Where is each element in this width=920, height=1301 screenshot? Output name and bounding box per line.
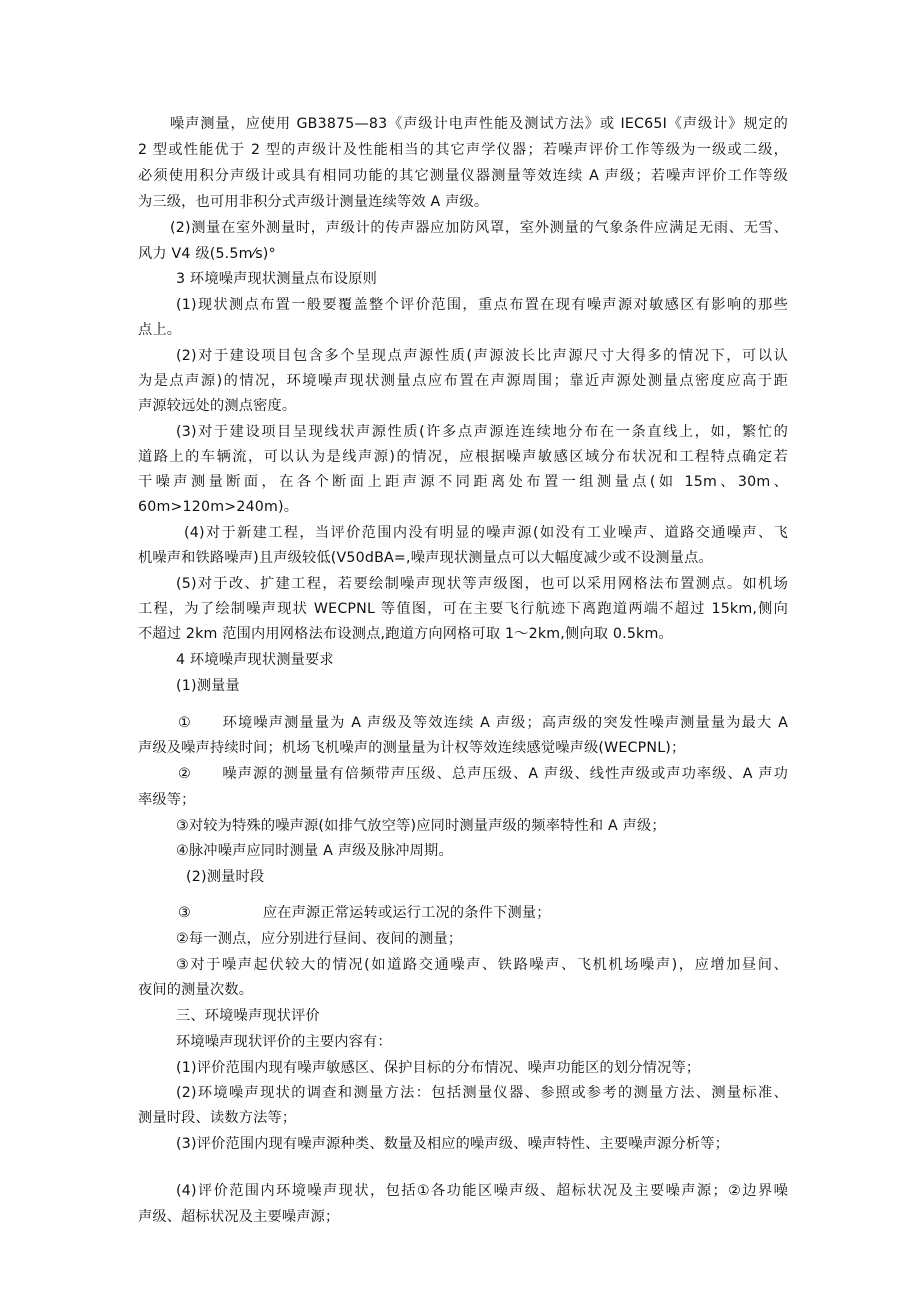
paragraph-line: (3)对于建设项目呈现线状声源性质(许多点声源连连续地分布在一条直线上，如，繁忙的 [176, 424, 788, 440]
paragraph-line: 工程，为了绘制噪声现状 WECPNL 等值图，可在主要飞行航迹下离跑道两端不超过 15km,侧向 [138, 601, 788, 617]
paragraph-line: 道路上的车辆流，可以认为是线声源)的情况，应根据噪声敏感区域分布状况和工程特点确定若 [138, 449, 788, 465]
paragraph-line: (4)对于新建工程，当评价范围内没有明显的噪声源(如没有工业噪声、道路交通噪声、飞 [184, 525, 788, 541]
paragraph-line: (5)对于改、扩建工程，若要绘制噪声现状等声级图，也可以采用网格法布置测点。如机场 [176, 576, 788, 592]
paragraph-line: 点上。 [138, 322, 182, 338]
paragraph-line: 必须使用积分声级计或具有相同功能的其它测量仪器测量等效连续 A 声级；若噪声评价工作等级 [138, 168, 788, 184]
subsection-heading: (1)测量量 [176, 678, 240, 694]
paragraph-line: 不超过 2km 范围内用网格法布设测点,跑道方向网格可取 1～2km,侧向取 0.5km。 [138, 626, 673, 642]
paragraph-line: (2)对于建设项目包含多个呈现点声源性质(声源波长比声源尺寸大得多的情况下，可以认 [176, 348, 788, 364]
paragraph-line: ① 环境噪声测量量为 A 声级及等效连续 A 声级；高声级的突发性噪声测量量为最大 A [178, 715, 788, 731]
paragraph-line: (4)评价范围内环境噪声现状，包括①各功能区噪声级、超标状况及主要噪声源；②边界噪 [176, 1183, 788, 1199]
paragraph-line: ③ 应在声源正常运转或运行工况的条件下测量； [178, 905, 551, 921]
paragraph-line: 率级等； [138, 792, 196, 808]
paragraph-line: 机噪声和铁路噪声)且声级较低(V50dBA=,噪声现状测量点可以大幅度减少或不设测量点。 [138, 550, 713, 566]
section-heading: 三、环境噪声现状评价 [176, 1008, 320, 1024]
paragraph-line: 60m>120m>240m)。 [138, 499, 299, 515]
paragraph-line: 为是点声源)的情况，环境噪声现状测量点应布置在声源周围；靠近声源处测量点密度应高于距 [138, 373, 788, 389]
section-heading: 4 环境噪声现状测量要求 [176, 652, 334, 668]
paragraph-line: 声级及噪声持续时间；机场飞机噪声的测量量为计权等效连续感觉噪声级(WECPNL)； [138, 740, 686, 756]
paragraph-line: (2)测量在室外测量时，声级计的传声器应加防风罩，室外测量的气象条件应满足无雨、无雪、 [170, 220, 788, 236]
paragraph-line: (2)环境噪声现状的调查和测量方法：包括测量仪器、参照或参考的测量方法、测量标准、 [176, 1085, 788, 1101]
paragraph-line: 2 型或性能优于 2 型的声级计及性能相当的其它声学仪器；若噪声评价工作等级为一级或二级， [138, 142, 788, 158]
paragraph-line: 测量时段、读数方法等； [138, 1110, 297, 1126]
paragraph-line: 为三级，也可用非积分式声级计测量连续等效 A 声级。 [138, 194, 489, 210]
paragraph-line: 风力 V4 级(5.5m⁄s)° [138, 246, 276, 262]
paragraph-line: 干噪声测量断面，在各个断面上距声源不同距离处布置一组测量点(如 15m、30m、 [138, 474, 788, 490]
paragraph-line: (1)现状测点布置一般要覆盖整个评价范围，重点布置在现有噪声源对敏感区有影响的那些 [176, 297, 788, 313]
paragraph-line: 噪声测量，应使用 GB3875—83《声级计电声性能及测试方法》或 IEC65I《声级计》规定的 [170, 116, 788, 132]
paragraph-line: ②每一测点，应分别进行昼间、夜间的测量； [176, 931, 463, 947]
paragraph-line: ② 噪声源的测量量有倍频带声压级、总声压级、A 声级、线性声级或声功率级、A 声功 [178, 766, 788, 782]
paragraph-line: (3)评价范围内现有噪声源种类、数量及相应的噪声级、噪声特性、主要噪声源分析等； [176, 1136, 730, 1152]
paragraph-line: (1)评价范围内现有噪声敏感区、保护目标的分布情况、噪声功能区的划分情况等； [176, 1060, 701, 1076]
section-heading: 3 环境噪声现状测量点布设原则 [176, 271, 377, 287]
paragraph-line: 声级、超标状况及主要噪声源； [138, 1209, 340, 1225]
paragraph-line: ③对于噪声起伏较大的情况(如道路交通噪声、铁路噪声、飞机机场噪声)，应增加昼间、 [176, 957, 788, 973]
paragraph-line: ④脉冲噪声应同时测量 A 声级及脉冲周期。 [176, 843, 453, 859]
paragraph-line: ③对较为特殊的噪声源(如排气放空等)应同时测量声级的频率特性和 A 声级； [176, 818, 666, 834]
paragraph-line: 夜间的测量次数。 [138, 982, 254, 998]
paragraph-line: 声源较远处的测点密度。 [138, 398, 297, 414]
paragraph-line: 环境噪声现状评价的主要内容有： [176, 1034, 392, 1050]
subsection-heading: (2)测量时段 [186, 869, 265, 885]
